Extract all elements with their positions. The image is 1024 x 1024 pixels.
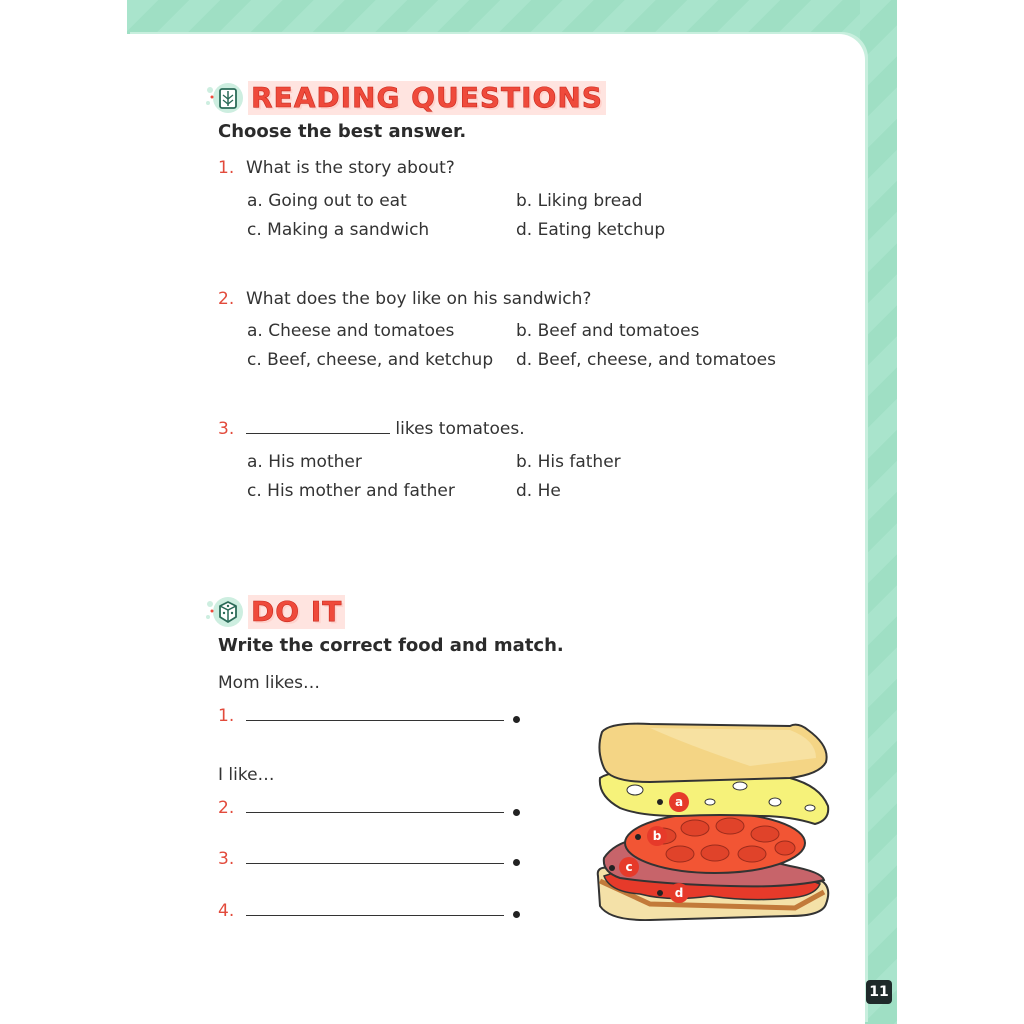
question-3 bbox=[218, 419, 525, 439]
q3-option-a[interactable]: a. His mother bbox=[247, 452, 362, 472]
q1-option-d[interactable]: d. Eating ketchup bbox=[516, 220, 666, 240]
q1-option-a[interactable]: a. Going out to eat bbox=[247, 191, 407, 211]
question-text: likes tomatoes. bbox=[395, 419, 525, 439]
q3-option-c[interactable]: c. His mother and father bbox=[247, 481, 455, 501]
do-it-header bbox=[202, 592, 345, 632]
answer-blank[interactable] bbox=[246, 798, 504, 813]
sandwich-label-c[interactable]: c bbox=[625, 860, 633, 874]
dice-icon bbox=[202, 592, 242, 632]
q1-option-c[interactable]: c. Making a sandwich bbox=[247, 220, 430, 240]
mom-likes-label: Mom likes… bbox=[218, 673, 321, 693]
question-text: What is the story about? bbox=[246, 158, 455, 178]
reading-questions-title: READING QUESTIONS bbox=[248, 81, 606, 115]
sandwich-illustration bbox=[590, 716, 840, 932]
book-icon bbox=[202, 78, 242, 118]
question-number: 2. bbox=[218, 289, 235, 309]
answer-blank[interactable] bbox=[246, 849, 504, 864]
match-dot-3[interactable] bbox=[513, 859, 520, 866]
question-2 bbox=[218, 289, 591, 309]
right-margin bbox=[897, 0, 1024, 1024]
line-number: 4. bbox=[218, 901, 235, 921]
do-it-title: DO IT bbox=[248, 595, 345, 629]
line-number: 2. bbox=[218, 798, 235, 818]
doit-line-4 bbox=[218, 901, 504, 921]
question-number: 3. bbox=[218, 419, 235, 439]
q3-option-b[interactable]: b. His father bbox=[516, 452, 621, 472]
i-like-label: I like… bbox=[218, 765, 275, 785]
q3-option-d[interactable]: d. He bbox=[516, 481, 561, 501]
page-number: 11 bbox=[866, 980, 892, 1004]
doit-line-3 bbox=[218, 849, 504, 869]
right-stripe-band bbox=[860, 0, 897, 1024]
match-dot-4[interactable] bbox=[513, 911, 520, 918]
q2-option-a[interactable]: a. Cheese and tomatoes bbox=[247, 321, 455, 341]
match-dot-2[interactable] bbox=[513, 809, 520, 816]
sandwich-label-b[interactable]: b bbox=[652, 829, 662, 843]
doit-line-2 bbox=[218, 798, 504, 818]
match-dot-1[interactable] bbox=[513, 716, 520, 723]
q2-option-d[interactable]: d. Beef, cheese, and tomatoes bbox=[516, 350, 776, 370]
question-number: 1. bbox=[218, 158, 235, 178]
q2-option-b[interactable]: b. Beef and tomatoes bbox=[516, 321, 700, 341]
q2-option-c[interactable]: c. Beef, cheese, and ketchup bbox=[247, 350, 494, 370]
reading-instruction: Choose the best answer. bbox=[218, 121, 467, 142]
doit-instruction: Write the correct food and match. bbox=[218, 635, 564, 656]
sandwich-label-a[interactable]: a bbox=[674, 795, 684, 809]
answer-blank[interactable] bbox=[246, 419, 390, 434]
question-text: What does the boy like on his sandwich? bbox=[246, 289, 592, 309]
question-1 bbox=[218, 158, 455, 178]
answer-blank[interactable] bbox=[246, 901, 504, 916]
q1-option-b[interactable]: b. Liking bread bbox=[516, 191, 643, 211]
left-margin bbox=[0, 0, 127, 1024]
line-number: 3. bbox=[218, 849, 235, 869]
sandwich-label-d[interactable]: d bbox=[674, 886, 684, 900]
reading-questions-header bbox=[202, 78, 606, 118]
doit-line-1 bbox=[218, 706, 504, 726]
line-number: 1. bbox=[218, 706, 235, 726]
answer-blank[interactable] bbox=[246, 706, 504, 721]
